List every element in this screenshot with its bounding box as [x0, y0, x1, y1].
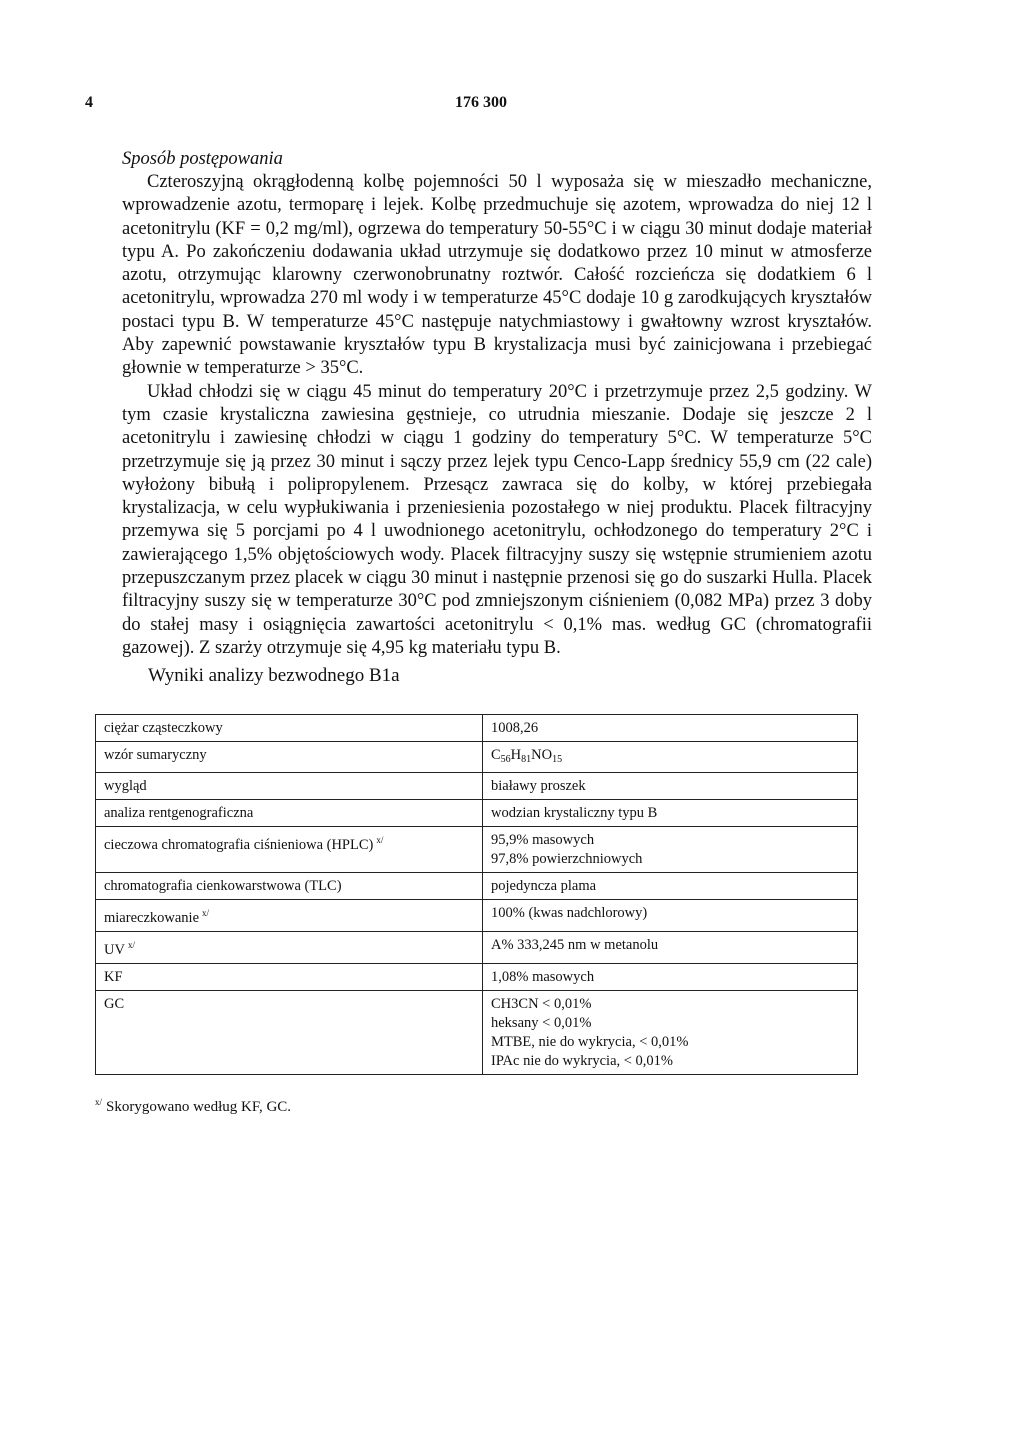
row-label: UV: [104, 942, 125, 958]
page-number: 4: [85, 94, 93, 111]
row-value: 95,9% masowych: [491, 832, 595, 848]
row-value-cell: [483, 991, 858, 1075]
paragraph: Układ chłodzi się w ciągu 45 minut do temperatury 20°C i przetrzymuje przez 2,5 godziny. W tym czasie krystaliczna zawiesina gęstnieje, co utrudnia mieszanie. Dodaje się jeszcze 2 l acetonitrylu i zawiesinę chłodzi w ciągu 1 godziny do temperatury 5°C. W temperaturze 5°C przetrzymuje się ją przez 30 minut i sączy przez lejek typu Cenco-Lapp średnicy 55,9 cm (22 cale) wyłożony bibułą i polipropylenem. Przesącz zawraca się do kolby, w której przebiegała krystalizacja, w celu wypłukiwania i przeniesienia pozostałego w niej produktu. Placek filtracyjny przemywa się 5 porcjami po 4 l uwodnionego acetonitrylu, ochłodzonego do temperatury 2°C i zawierającego 1,5% objętościowych wody. Placek filtracyjny suszy się wstępnie strumieniem azotu przepuszczanym przez placek w ciągu 30 minut i następnie przenosi się go do suszarki Hulla. Placek filtracyjny suszy się w temperaturze 30°C pod zmniejszonym ciśnieniem (0,082 MPa) przez 3 doby do stałej masy i osiągnięcia zawartości acetonitrylu < 0,1% mas. według GC (chromatografii gazowej). Z szarży otrzymuje się 4,95 kg materiału typu B.: [122, 381, 872, 658]
row-value: [483, 742, 858, 773]
row-label-cell: [96, 900, 483, 932]
results-title: Wyniki analizy bezwodnego B1a: [148, 665, 400, 686]
section-title: Sposób postępowania: [122, 149, 283, 169]
row-value: 100% (kwas nadchlorowy): [483, 900, 858, 932]
row-label: KF: [96, 964, 483, 991]
table-row: [96, 800, 858, 827]
analysis-results-table: [95, 714, 858, 1075]
row-label: wygląd: [96, 773, 483, 800]
row-label: ciężar cząsteczkowy: [96, 715, 483, 742]
row-label: cieczowa chromatografia ciśnieniowa (HPLC): [104, 837, 374, 853]
row-value: białawy proszek: [483, 773, 858, 800]
row-label-cell: [96, 932, 483, 964]
row-label: analiza rentgenograficzna: [96, 800, 483, 827]
row-label-cell: [96, 827, 483, 873]
table-row: [96, 773, 858, 800]
formula-h: H: [510, 747, 522, 763]
footnote-mark: x/: [376, 835, 384, 845]
footnote-mark: x/: [202, 908, 210, 918]
table-row: [96, 964, 858, 991]
footnote-text: Skorygowano według KF, GC.: [106, 1099, 292, 1115]
formula-c-count: 56: [500, 754, 511, 765]
table-row: [96, 932, 858, 964]
row-value: IPAc nie do wykrycia, < 0,01%: [491, 1053, 674, 1069]
table-row: [96, 715, 858, 742]
formula-no: NO: [531, 747, 553, 763]
row-value-cell: [483, 827, 858, 873]
table-row: [96, 742, 858, 773]
formula-c: C: [491, 747, 501, 763]
footnote-mark: x/: [95, 1097, 103, 1107]
row-value: A% 333,245 nm w metanolu: [483, 932, 858, 964]
footnote-mark: x/: [127, 940, 135, 950]
paragraph: Czteroszyjną okrągłodenną kolbę pojemności 50 l wyposaża się w mieszadło mechaniczne, wprowadzenie azotu, termoparę i lejek. Kolbę przedmuchuje się azotem, wprowadza do niej 12 l acetonitrylu (KF = 0,2 mg/ml), ogrzewa do temperatury 50-55°C i w ciągu 30 minut dodaje materiał typu A. Po zakończeniu dodawania układ utrzymuje się dodatkowo przez 10 minut w atmosferze azotu, otrzymując klarowny czerwonobrunatny roztwór. Całość rozcieńcza się dodatkiem 6 l acetonitrylu, wprowadza 270 ml wody i w temperaturze 45°C dodaje 10 g zarodkujących kryształów postaci typu B. W temperaturze 45°C następuje natychmiastowy i gwałtowny wzrost kryształów. Aby zapewnić powstawanie kryształów typu B krystalizacja musi być zainicjowana i przebiegać głownie w temperaturze > 35°C.: [122, 172, 872, 379]
procedure-section: [122, 148, 872, 660]
table-row: [96, 873, 858, 900]
row-label: wzór sumaryczny: [96, 742, 483, 773]
row-value: 1008,26: [483, 715, 858, 742]
table-row: [96, 900, 858, 932]
row-label: GC: [96, 991, 483, 1075]
row-value: 1,08% masowych: [483, 964, 858, 991]
formula-h-count: 81: [521, 754, 532, 765]
row-value: MTBE, nie do wykrycia, < 0,01%: [491, 1034, 689, 1050]
document-number: 176 300: [455, 94, 507, 111]
row-label: chromatografia cienkowarstwowa (TLC): [96, 873, 483, 900]
row-value: heksany < 0,01%: [491, 1015, 592, 1031]
row-value: wodzian krystaliczny typu B: [483, 800, 858, 827]
row-value: pojedyncza plama: [483, 873, 858, 900]
row-value: 97,8% powierzchniowych: [491, 851, 643, 867]
table-row: [96, 991, 858, 1075]
table-row: [96, 827, 858, 873]
row-value: CH3CN < 0,01%: [491, 996, 592, 1012]
row-label: miareczkowanie: [104, 910, 200, 926]
formula-o-count: 15: [552, 754, 563, 765]
footnote: [95, 1097, 291, 1116]
